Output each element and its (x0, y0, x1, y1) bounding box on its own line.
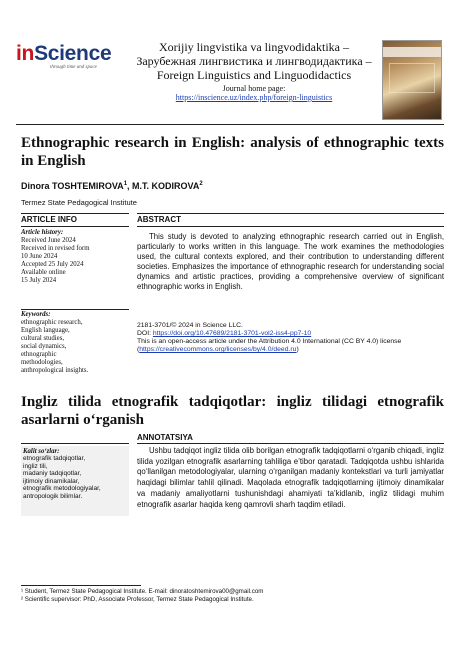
issn-line: 2181-3701/© 2024 in Science LLC. (137, 322, 243, 329)
footnotes (21, 588, 444, 604)
homepage-label: Journal home page: (222, 84, 286, 93)
article-info-heading: ARTICLE INFO (21, 215, 77, 224)
footnote-1: ¹ Student, Termez State Pedagogical Institute. E-mail: dinoratoshtemirova00@gmail.com (21, 588, 264, 595)
abstract-top-rule (137, 213, 444, 214)
article-history: Article history: Received June 2024 Received in revised form 10 June 2024 Accepted 25 July 2024 Available online 15 July 2024 (21, 229, 90, 284)
license-text: This is an open-access article under the Attribution 4.0 International (CC BY 4.0) license ( (137, 338, 402, 353)
author-2: M.T. KODIROVA (132, 181, 200, 191)
annotation-heading: ANNOTATSIYA (137, 433, 193, 442)
affiliation: Termez State Pedagogical Institute (21, 198, 137, 207)
doi-label: DOI: (137, 330, 151, 337)
article-meta: 2181-3701/© 2024 in Science LLC. DOI: https://doi.org/10.47689/2181-3701-vol2-iss4-pp7-10 This is an open-access article under the Attribution 4.0 International (CC BY 4.0) license (https://creativecommons.org/licenses/by/4.0/deed.ru) (137, 322, 444, 354)
keywords-rule (21, 309, 129, 310)
authors: Dinora TOSHTEMIROVA$^1$, M.T. KODIROVA$^2$ (21, 181, 203, 191)
info-head-rule (21, 226, 129, 227)
footnote-2: ² Scientific supervisor: PhD, Associate Professor, Termez State Pedagogical Institute. (21, 596, 254, 603)
info-top-rule (21, 213, 129, 214)
annotation-text: Ushbu tadqiqot ingliz tilida olib borilgan etnografik tadqiqotlarni o‘rganib chiqadi, ingliz tilida yozilgan etnografik asarlarning tahliliga e’tibor qaratadi. Tadqiqotda ushbu ishlarida qo‘llanilgan metodologiyalar, ularning o‘rganilgan madaniy kontekstlari va turli jamiyatlar haqidagi bilimlar tahlil qilinadi. Maqolada etnografik tadqiqotlarning ijtimoiy dinamikalar va madaniy amaliyotlarni tushunishdagi ahamiyati ta’kidlanib, ingliz tilidagi muhim etnografik asarlar haqida keng qamrovli sharh taqdim etiladi. (137, 446, 444, 509)
doi-link[interactable]: https://doi.org/10.47689/2181-3701-vol2-iss4-pp7-10 (152, 330, 312, 337)
abstract-head-rule (137, 226, 444, 227)
inscience-logo: inScience through time and space (16, 42, 112, 70)
abstract-heading: ABSTRACT (137, 215, 181, 224)
footnote-rule (21, 585, 141, 586)
license-link[interactable]: https://creativecommons.org/licenses/by/4.0/deed.ru (139, 346, 297, 353)
abstract-text: This study is devoted to analyzing ethnographic research carried out in English, particularly to works written in this language. The work examines the methodologies used, the cultural contexts explored, and their contribution to understanding different societies. Emphasizes the importance of ethnographic research for understanding social dynamics and artistic practices, providing a comprehensive overview of significant ethnographic works in English. (137, 232, 444, 292)
uz-keywords: Kalit so‘zlar: etnografik tadqiqotlar, ingliz tili, madaniy tadqiqotlar, ijtimoiy dinamikalar, etnografik metodologiyalar, antropologik bilimlar. (21, 446, 129, 516)
header-divider (16, 124, 444, 125)
journal-cover-image (382, 40, 442, 120)
uz-keywords-rule (21, 443, 129, 444)
author-1: Dinora TOSHTEMIROVA (21, 181, 124, 191)
homepage-link[interactable]: https://inscience.uz/index.php/foreign-linguistics (175, 93, 333, 102)
journal-header (16, 40, 444, 122)
annotation-rule (137, 443, 444, 444)
journal-info (128, 40, 380, 102)
article-title-uz: Ingliz tilida etnografik tadqiqotlar: ingliz tilidagi etnografik asarlarni o‘rganish (21, 394, 444, 428)
article-title-en: Ethnographic research in English: analysis of ethnographic texts in English (21, 135, 444, 169)
journal-title: Xorijiy lingvistika va lingvodidaktika – Зарубежная лингвистика и лингводидактика – Foreign Linguistics and Linguodidactics (136, 40, 372, 82)
keywords: Keywords: ethnographic research, English language, cultural studies, social dynamics, ethnographic methodologies, anthropological insights. (21, 311, 89, 374)
